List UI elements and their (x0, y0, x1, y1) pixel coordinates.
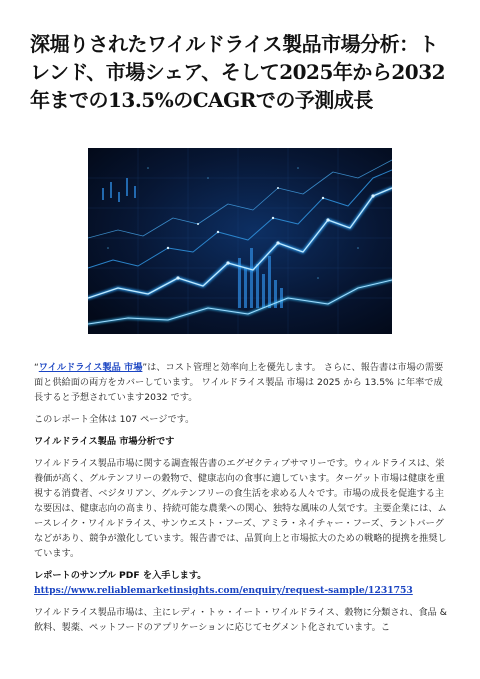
intro-paragraph (34, 360, 448, 405)
market-link[interactable]: ワイルドライス製品 市場 (38, 362, 143, 373)
hero-image (88, 148, 392, 334)
intro-open-quote: “ (34, 362, 39, 373)
article-body (34, 360, 448, 642)
financial-chart-illustration (88, 148, 392, 334)
pages-note: このレポート全体は 107 ページです。 (34, 414, 195, 425)
sample-request-link[interactable]: https://www.reliablemarketinsights.com/enquiry/request-sample/1231753 (34, 585, 413, 596)
intro-text: ”は、コスト管理と効率向上を優先します。 さらに、報告書は市場の需要面と供給面の両方をカバーしています。 ワイルドライス製品 市場は 2025 から 13.5% に年率で成長すると予想されています2032 です。 (34, 362, 444, 403)
segmentation-paragraph: ワイルドライス製品市場は、主にレディ・トゥ・イート・ワイルドライス、穀物に分類され、食品 & 飲料、製薬、ペットフードのアプリケーションに応じてセグメント化されています。こ (34, 607, 447, 633)
sample-label: レポートのサンプル PDF を入手します。 (34, 570, 207, 581)
section-heading: ワイルドライス製品 市場分析です (34, 436, 175, 447)
summary-paragraph: ワイルドライス製品市場に関する調査報告書のエグゼクティブサマリーです。ウィルドライスは、栄養価が高く、グルテンフリーの穀物で、健康志向の食事に適しています。ターゲット市場は健康を重視する消費者、ベジタリアン、グルテンフリーの食生活を求める人々です。市場の成長を促進する主な要因は、健康志向の高まり、持続可能な農業への関心、独特な風味の人気です。主要企業には、ムースレイク・ワイルドライス、サンウエスト・フーズ、アミラ・ネイチャー・フーズ、ラントバーグなどがあり、競争が激化しています。報告書では、品質向上と市場拡大のための戦略的提携を推奨しています。 (34, 458, 447, 559)
sample-request (34, 568, 448, 598)
page-title: 深堀りされたワイルドライス製品市場分析：トレンド、市場シェア、そして2025年から2032年までの13.5%のCAGRでの予測成長 (30, 32, 446, 112)
